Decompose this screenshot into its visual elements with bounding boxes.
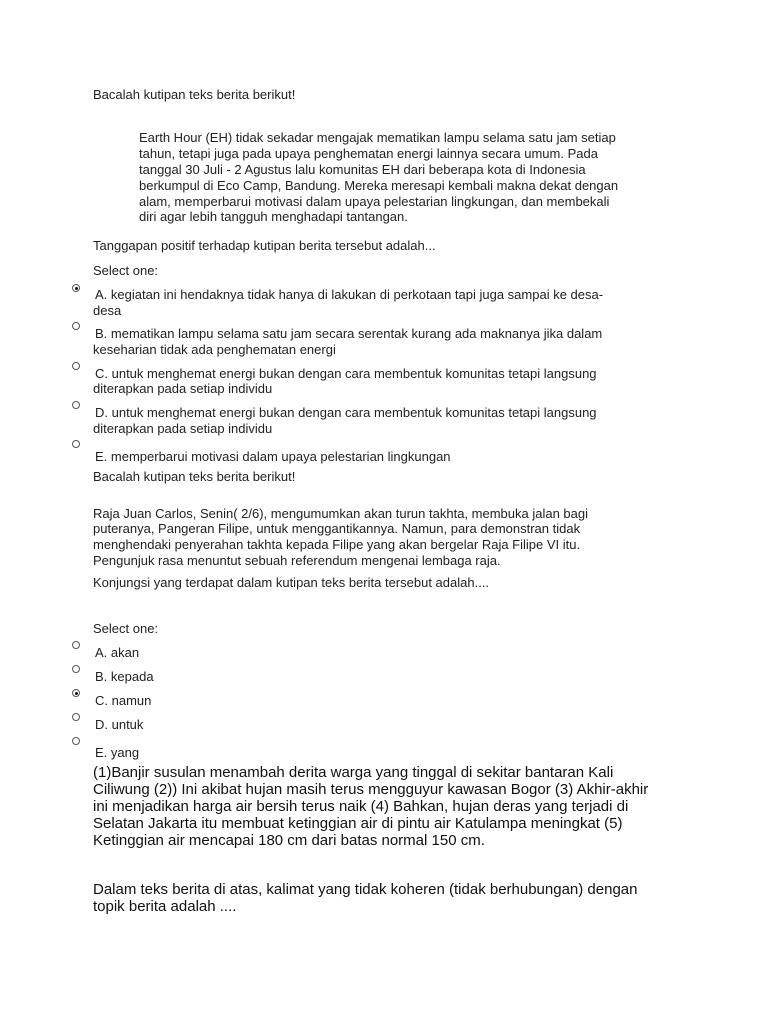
- q2-option-b-label[interactable]: B. kepada: [95, 669, 154, 684]
- q1-passage-line: tanggal 30 Juli - 2 Agustus lalu komunitas EH dari beberapa kota di Indonesia: [139, 162, 586, 177]
- q3-passage-line: Selatan Jakarta itu membuat ketinggian air di pintu air Katulampa meningkat (5): [93, 815, 623, 832]
- q2-option-c-radio[interactable]: [72, 689, 80, 697]
- q2-select-label: Select one:: [93, 621, 159, 636]
- q2-passage-line: Raja Juan Carlos, Senin( 2/6), mengumumkan akan turun takhta, membuka jalan bagi: [93, 506, 588, 521]
- q2-option-d-radio[interactable]: [72, 713, 80, 721]
- q2-option-c-label[interactable]: C. namun: [95, 693, 152, 708]
- q1-intro: Bacalah kutipan teks berita berikut!: [93, 87, 296, 102]
- q2-option-a-radio[interactable]: [72, 641, 80, 649]
- q1-option-d-label[interactable]: D. untuk menghemat energi bukan dengan cara membentuk komunitas tetapi langsung: [95, 405, 597, 420]
- q2-intro: Bacalah kutipan teks berita berikut!: [93, 469, 296, 484]
- q2-option-b-radio[interactable]: [72, 665, 80, 673]
- q3-passage-line: (1)Banjir susulan menambah derita warga yang tinggal di sekitar bantaran Kali: [93, 764, 614, 781]
- q1-option-b-radio[interactable]: [72, 322, 80, 330]
- q3-passage-line: ini menjadikan harga air bersih terus naik (4) Bahkan, hujan deras yang terjadi di: [93, 798, 629, 815]
- q1-option-c-radio[interactable]: [72, 362, 80, 370]
- q1-option-b-label-cont[interactable]: keseharian tidak ada penghematan energi: [93, 342, 336, 357]
- q3-question-line: topik berita adalah ....: [93, 898, 237, 915]
- q1-option-d-label-cont[interactable]: diterapkan pada setiap individu: [93, 421, 273, 436]
- q2-option-e-radio[interactable]: [72, 737, 80, 745]
- q2-question: Konjungsi yang terdapat dalam kutipan teks berita tersebut adalah....: [93, 575, 490, 590]
- q3-passage-line: Ketinggian air mencapai 180 cm dari batas normal 150 cm.: [93, 832, 485, 849]
- q2-passage-line: puteranya, Pangeran Filipe, untuk menggantikannya. Namun, para demonstran tidak: [93, 521, 581, 536]
- q1-option-b-label[interactable]: B. mematikan lampu selama satu jam secara serentak kurang ada maknanya jika dalam: [95, 326, 603, 341]
- q1-passage-line: berkumpul di Eco Camp, Bandung. Mereka meresapi kembali makna dekat dengan: [139, 178, 619, 193]
- q1-option-a-label[interactable]: A. kegiatan ini hendaknya tidak hanya di lakukan di perkotaan tapi juga sampai ke desa-: [95, 287, 604, 302]
- q1-passage-line: alam, memperbarui motivasi dalam upaya pelestarian lingkungan, dan membekali: [139, 194, 610, 209]
- q3-question-line: Dalam teks berita di atas, kalimat yang tidak koheren (tidak berhubungan) dengan: [93, 881, 638, 898]
- q1-option-e-radio[interactable]: [72, 440, 80, 448]
- q2-option-d-label[interactable]: D. untuk: [95, 717, 144, 732]
- q1-passage-line: Earth Hour (EH) tidak sekadar mengajak mematikan lampu selama satu jam setiap: [139, 130, 616, 145]
- q1-option-e-label[interactable]: E. memperbarui motivasi dalam upaya pelestarian lingkungan: [95, 449, 451, 464]
- q1-passage-line: tahun, tetapi juga pada upaya penghematan energi lainnya secara umum. Pada: [139, 146, 598, 161]
- q3-passage-line: Ciliwung (2)) Ini akibat hujan masih terus mengguyur kawasan Bogor (3) Akhir-akhir: [93, 781, 649, 798]
- q1-passage-line: diri agar lebih tangguh menghadapi tantangan.: [139, 209, 408, 224]
- q2-passage-line: Pengunjuk rasa menuntut sebuah referendum mengenai lembaga raja.: [93, 553, 501, 568]
- q1-option-c-label-cont[interactable]: diterapkan pada setiap individu: [93, 381, 273, 396]
- q1-option-a-radio[interactable]: [72, 284, 80, 292]
- q1-option-c-label[interactable]: C. untuk menghemat energi bukan dengan cara membentuk komunitas tetapi langsung: [95, 366, 597, 381]
- q1-question: Tanggapan positif terhadap kutipan berita tersebut adalah...: [93, 238, 436, 253]
- q2-option-a-label[interactable]: A. akan: [95, 645, 140, 660]
- q2-passage-line: menghendaki penyerahan takhta kepada Filipe yang akan bergelar Raja Filipe VI itu.: [93, 537, 581, 552]
- q1-option-d-radio[interactable]: [72, 401, 80, 409]
- q1-option-a-label-cont[interactable]: desa: [93, 303, 122, 318]
- q1-select-label: Select one:: [93, 263, 159, 278]
- q2-option-e-label[interactable]: E. yang: [95, 745, 140, 760]
